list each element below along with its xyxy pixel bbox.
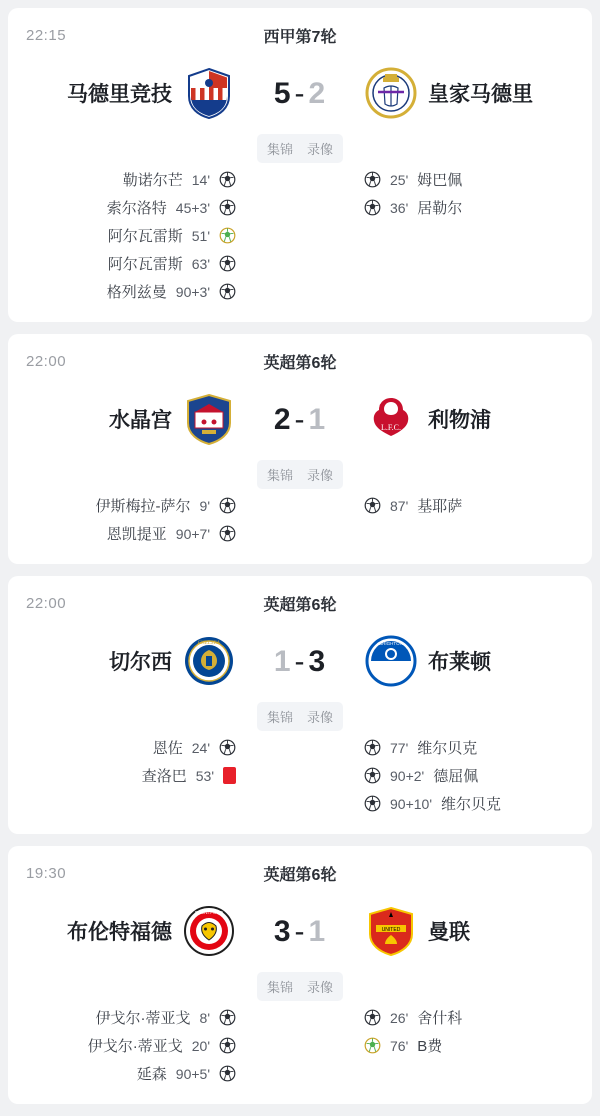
home-score: 2 xyxy=(273,402,292,436)
home-team[interactable] xyxy=(26,392,236,446)
away-team-name: 布莱顿 xyxy=(428,651,491,674)
match-event[interactable] xyxy=(88,1035,236,1056)
event-player: B费 xyxy=(417,1038,443,1055)
kickoff-time: 22:15 xyxy=(26,26,67,44)
score-row xyxy=(26,392,574,446)
competition-label: 英超第6轮 xyxy=(263,866,337,884)
media-row xyxy=(26,460,574,489)
event-minute: 25' xyxy=(390,171,409,188)
score-row xyxy=(26,66,574,120)
match-event[interactable] xyxy=(142,765,236,786)
match-event[interactable] xyxy=(153,737,236,758)
match-card[interactable] xyxy=(8,334,592,564)
media-link-highlights[interactable]: 集锦 xyxy=(266,710,293,725)
score-block xyxy=(236,77,364,110)
goal-icon xyxy=(364,497,381,514)
event-minute: 8' xyxy=(199,1009,210,1026)
event-player: 基耶萨 xyxy=(417,498,463,515)
away-events xyxy=(364,495,574,544)
media-link-highlights[interactable]: 集锦 xyxy=(266,980,293,995)
event-minute: 14' xyxy=(191,171,210,188)
event-player: 延森 xyxy=(136,1066,167,1083)
crest-man-utd xyxy=(364,904,418,958)
away-team-name: 利物浦 xyxy=(428,409,491,432)
crest-atletico-madrid xyxy=(182,66,236,120)
event-minute: 24' xyxy=(191,739,210,756)
home-score: 3 xyxy=(273,914,292,948)
goal-icon xyxy=(219,255,236,272)
event-player: 恩凯提亚 xyxy=(106,526,167,543)
competition-label: 西甲第7轮 xyxy=(263,28,337,46)
goal-icon xyxy=(219,739,236,756)
match-card[interactable] xyxy=(8,846,592,1104)
match-event[interactable] xyxy=(107,281,236,302)
event-minute: 36' xyxy=(390,199,409,216)
media-links xyxy=(257,702,343,731)
match-card-header xyxy=(26,860,574,886)
match-event[interactable] xyxy=(364,765,478,786)
event-minute: 53' xyxy=(195,767,214,784)
svg-text:L.F.C.: L.F.C. xyxy=(380,423,402,432)
event-player: 维尔贝克 xyxy=(441,796,502,813)
home-team[interactable] xyxy=(26,634,236,688)
away-score: 1 xyxy=(308,914,327,948)
score-row xyxy=(26,634,574,688)
home-events xyxy=(26,1007,236,1084)
event-player: 德屈佩 xyxy=(433,768,479,785)
goal-icon xyxy=(219,525,236,542)
event-player: 姆巴佩 xyxy=(417,172,463,189)
events-section xyxy=(26,495,574,544)
media-row xyxy=(26,134,574,163)
score-row xyxy=(26,904,574,958)
crest-chelsea xyxy=(182,634,236,688)
away-events xyxy=(364,1007,574,1084)
events-spacer xyxy=(236,495,364,544)
match-event[interactable] xyxy=(96,495,236,516)
score-dash: - xyxy=(294,402,306,436)
away-team[interactable] xyxy=(364,66,574,120)
goal-icon xyxy=(364,739,381,756)
match-event[interactable] xyxy=(108,253,236,274)
media-links xyxy=(257,972,343,1001)
match-event[interactable] xyxy=(364,169,462,190)
penalty-goal-icon xyxy=(219,227,236,244)
goal-icon xyxy=(364,767,381,784)
goal-icon xyxy=(219,283,236,300)
score-dash: - xyxy=(294,76,306,110)
event-minute: 63' xyxy=(191,255,210,272)
away-score: 1 xyxy=(308,402,327,436)
event-minute: 20' xyxy=(191,1037,210,1054)
home-events xyxy=(26,169,236,302)
competition-label: 英超第6轮 xyxy=(263,596,337,614)
away-team[interactable] xyxy=(364,392,574,446)
score-block xyxy=(236,645,364,678)
event-player: 维尔贝克 xyxy=(417,740,478,757)
home-score: 1 xyxy=(273,644,292,678)
match-card-header xyxy=(26,348,574,374)
event-player: 恩佐 xyxy=(152,740,183,757)
home-team[interactable] xyxy=(26,66,236,120)
away-events xyxy=(364,737,574,814)
away-score: 3 xyxy=(308,644,327,678)
media-links xyxy=(257,460,343,489)
goal-icon xyxy=(219,497,236,514)
event-minute: 76' xyxy=(390,1037,409,1054)
event-player: 阿尔瓦雷斯 xyxy=(107,228,183,245)
away-team-name: 曼联 xyxy=(428,921,470,944)
score-block xyxy=(236,403,364,436)
penalty-goal-icon xyxy=(364,1037,381,1054)
goal-icon xyxy=(364,795,381,812)
home-team[interactable] xyxy=(26,904,236,958)
event-player: 索尔洛特 xyxy=(106,200,167,217)
kickoff-time: 22:00 xyxy=(26,594,67,612)
match-event[interactable] xyxy=(107,523,236,544)
match-event[interactable] xyxy=(364,495,462,516)
red-card-icon xyxy=(223,767,236,784)
final-score xyxy=(236,645,364,678)
media-link-replay[interactable]: 录像 xyxy=(307,468,334,483)
match-event[interactable] xyxy=(107,197,236,218)
kickoff-time: 19:30 xyxy=(26,864,67,882)
competition-label: 英超第6轮 xyxy=(263,354,337,372)
match-event[interactable] xyxy=(364,1035,442,1056)
home-events xyxy=(26,495,236,544)
home-team-name: 马德里竞技 xyxy=(67,83,172,106)
event-minute: 90+7' xyxy=(175,525,210,542)
crest-real-madrid xyxy=(364,66,418,120)
match-event[interactable] xyxy=(108,225,236,246)
media-row xyxy=(26,972,574,1001)
event-player: 阿尔瓦雷斯 xyxy=(107,256,183,273)
events-spacer xyxy=(236,169,364,302)
event-minute: 87' xyxy=(390,497,409,514)
goal-icon xyxy=(219,199,236,216)
final-score xyxy=(236,915,364,948)
match-event[interactable] xyxy=(123,169,236,190)
match-card-header xyxy=(26,22,574,48)
match-event[interactable] xyxy=(364,737,477,758)
match-card-header xyxy=(26,590,574,616)
event-minute: 90+10' xyxy=(390,795,432,812)
score-dash: - xyxy=(294,644,306,678)
home-events xyxy=(26,737,236,814)
home-team-name: 布伦特福德 xyxy=(67,921,172,944)
events-spacer xyxy=(236,1007,364,1084)
final-score xyxy=(236,77,364,110)
events-spacer xyxy=(236,737,364,814)
event-player: 勒诺尔芒 xyxy=(122,172,183,189)
final-score xyxy=(236,403,364,436)
match-list xyxy=(8,8,592,1104)
crest-crystal-palace xyxy=(182,392,236,446)
event-player: 舍什科 xyxy=(417,1010,463,1027)
media-link-highlights[interactable]: 集锦 xyxy=(266,142,293,157)
events-section xyxy=(26,1007,574,1084)
media-link-replay[interactable]: 录像 xyxy=(307,710,334,725)
home-team-name: 切尔西 xyxy=(109,651,172,674)
event-minute: 90+2' xyxy=(390,767,425,784)
match-event[interactable] xyxy=(364,197,462,218)
crest-brentford xyxy=(182,904,236,958)
goal-icon xyxy=(219,1037,236,1054)
away-team[interactable] xyxy=(364,634,574,688)
goal-icon xyxy=(364,199,381,216)
event-minute: 90+3' xyxy=(175,283,210,300)
home-team-name: 水晶宫 xyxy=(109,409,172,432)
events-section xyxy=(26,737,574,814)
event-minute: 9' xyxy=(199,497,210,514)
event-player: 伊戈尔·蒂亚戈 xyxy=(95,1010,191,1027)
events-section xyxy=(26,169,574,302)
event-player: 查洛巴 xyxy=(141,768,187,785)
match-event[interactable] xyxy=(364,793,501,814)
event-minute: 90+5' xyxy=(175,1065,210,1082)
media-link-replay[interactable]: 录像 xyxy=(307,142,334,157)
event-minute: 26' xyxy=(390,1009,409,1026)
svg-text:BRENTFORD: BRENTFORD xyxy=(195,910,223,915)
goal-icon xyxy=(219,1065,236,1082)
away-events xyxy=(364,169,574,302)
event-player: 伊戈尔·蒂亚戈 xyxy=(87,1038,183,1055)
score-block xyxy=(236,915,364,948)
event-player: 居勒尔 xyxy=(417,200,463,217)
match-card[interactable] xyxy=(8,8,592,322)
media-link-highlights[interactable]: 集锦 xyxy=(266,468,293,483)
event-minute: 51' xyxy=(191,227,210,244)
match-event[interactable] xyxy=(137,1063,236,1084)
crest-brighton xyxy=(364,634,418,688)
crest-liverpool xyxy=(364,392,418,446)
event-minute: 77' xyxy=(390,739,409,756)
goal-icon xyxy=(219,171,236,188)
event-player: 伊斯梅拉-萨尔 xyxy=(95,498,191,515)
score-dash: - xyxy=(294,914,306,948)
svg-text:BRIGHTON: BRIGHTON xyxy=(379,641,403,646)
event-player: 格列兹曼 xyxy=(106,284,167,301)
goal-icon xyxy=(364,171,381,188)
event-minute: 45+3' xyxy=(175,199,210,216)
media-link-replay[interactable]: 录像 xyxy=(307,980,334,995)
media-links xyxy=(257,134,343,163)
away-team[interactable] xyxy=(364,904,574,958)
svg-text:CHELSEA: CHELSEA xyxy=(197,641,221,646)
match-card[interactable] xyxy=(8,576,592,834)
away-team-name: 皇家马德里 xyxy=(428,83,533,106)
kickoff-time: 22:00 xyxy=(26,352,67,370)
away-score: 2 xyxy=(308,76,327,110)
svg-text:UNITED: UNITED xyxy=(381,927,401,933)
media-row xyxy=(26,702,574,731)
home-score: 5 xyxy=(273,76,292,110)
